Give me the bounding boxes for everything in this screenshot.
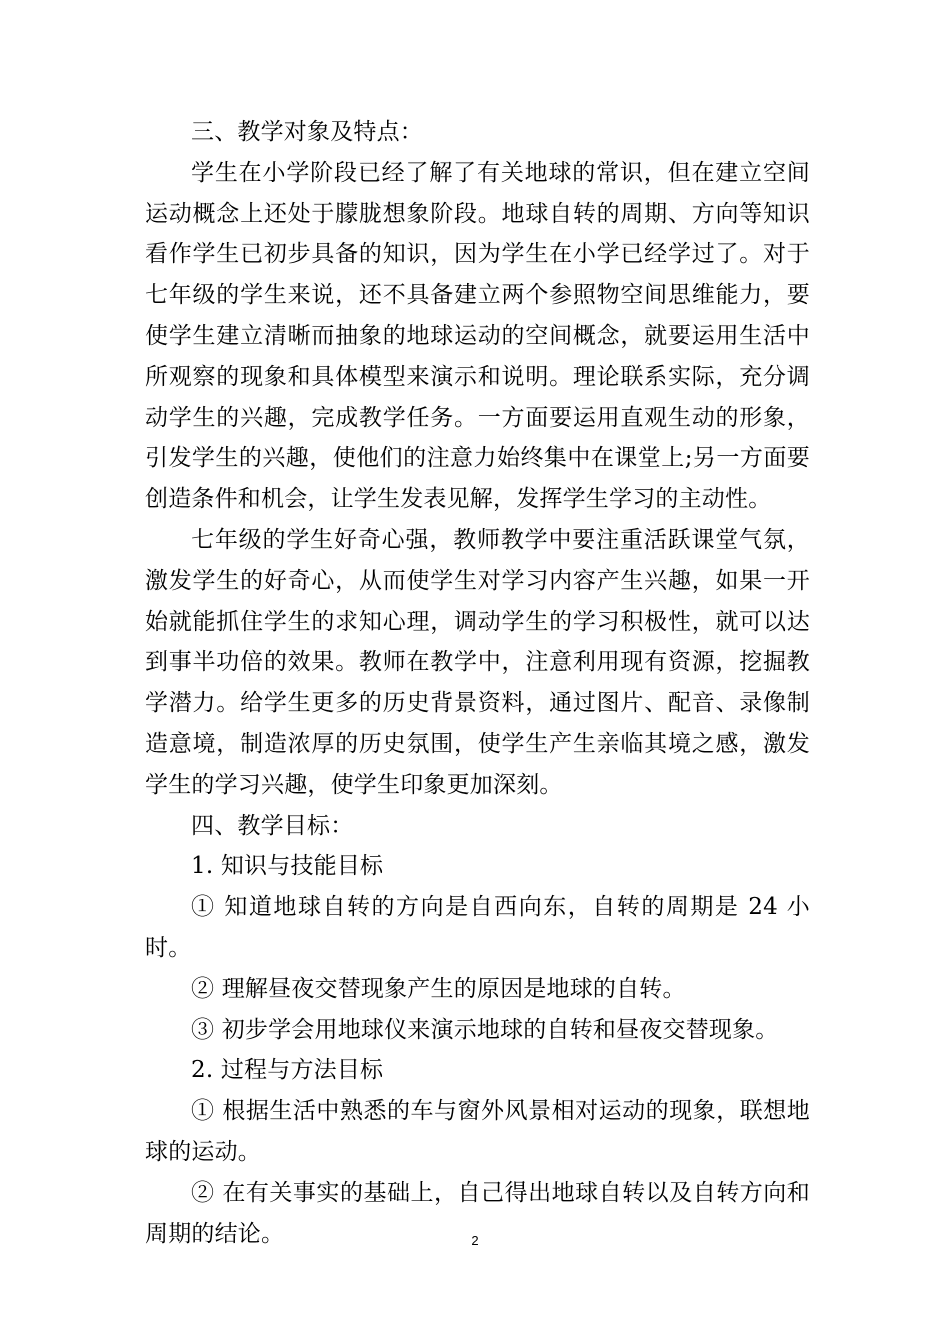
list-item-globe-demonstration: ③ 初步学会用地球仪来演示地球的自转和昼夜交替现象。 — [191, 1016, 779, 1043]
list-item-relative-motion: ① 根据生活中熟悉的车与窗外风景相对运动的现象，联想地球的运动。 — [145, 1098, 810, 1165]
section-heading-teaching-objects: 三、教学对象及特点： — [191, 119, 423, 145]
list-item-day-night-cause: ② 理解昼夜交替现象产生的原因是地球的自转。 — [191, 975, 686, 1002]
list-item-conclusion: ② 在有关事实的基础上，自己得出地球自转以及自转方向和周期的结论。 — [145, 1179, 810, 1247]
document-body — [145, 112, 810, 1254]
paragraph-grade-seven-characteristics: 七年级的学生好奇心强，教师教学中要注重活跃课堂气氛，激发学生的好奇心，从而使学生对学习内容产生兴趣，如果一开始就能抓住学生的求知心理，调动学生的学习积极性，就可以达到事半功倍的效果。教师在教学中，注意利用现有资源，挖掘教学潜力。给学生更多的历史背景资料，通过图片、配音、录像制造意境，制造浓厚的历史氛围，使学生产生亲临其境之感，激发学生的学习兴趣，使学生印象更加深刻。 — [145, 526, 810, 798]
subheading-process-methods: 2. 过程与方法目标 — [191, 1057, 384, 1084]
section-heading-teaching-goals: 四、教学目标： — [191, 812, 354, 839]
page-number: 2 — [471, 1233, 479, 1248]
subheading-knowledge-skills: 1. 知识与技能目标 — [191, 853, 384, 880]
list-item-rotation-direction: ① 知道地球自转的方向是自西向东，自转的周期是 24 小时。 — [145, 894, 810, 961]
paragraph-student-background: 学生在小学阶段已经了解了有关地球的常识，但在建立空间运动概念上还处于朦胧想象阶段。地球自转的周期、方向等知识看作学生已初步具备的知识，因为学生在小学已经学过了。对于七年级的学生来说，还不具备建立两个参照物空间思维能力，要使学生建立清晰而抽象的地球运动的空间概念，就要运用生活中所观察的现象和具体模型来演示和说明。理论联系实际，充分调动学生的兴趣，完成教学任务。一方面要运用直观生动的形象，引发学生的兴趣，使他们的注意力始终集中在课堂上;另一方面要创造条件和机会，让学生发表见解，发挥学生学习的主动性。 — [145, 159, 810, 513]
